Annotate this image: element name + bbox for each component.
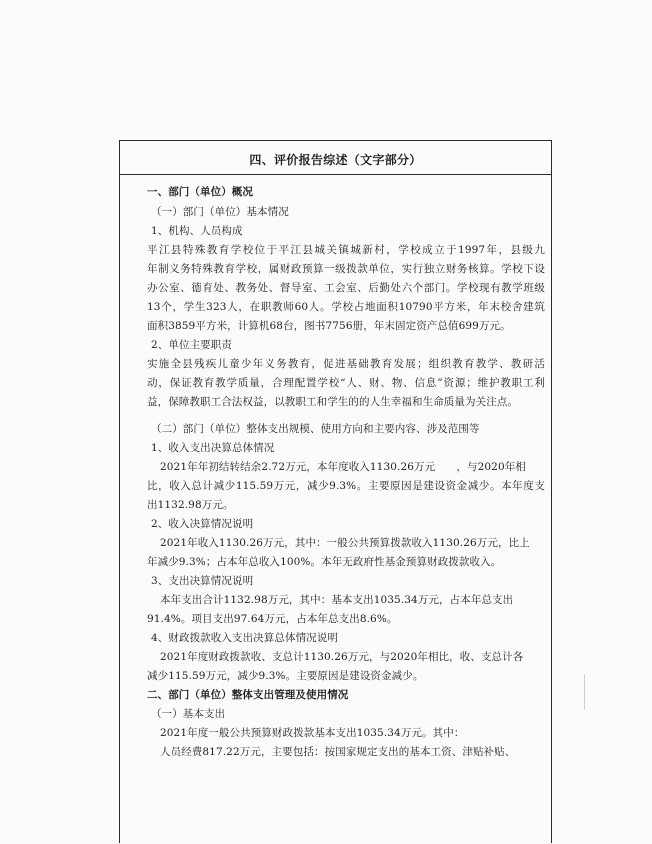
paragraph-line: 益，保障教职工合法权益，以教职工和学生的的人生幸福和生命质量为关注点。 bbox=[147, 396, 518, 408]
paragraph-line: 年减少9.3%；占本年总收入100%。本年无政府性基金预算财政拨款收入。 bbox=[147, 556, 502, 568]
paragraph-line: 平江县特殊教育学校位于平江县城关镇城新村，学校成立于1997年，县级九 bbox=[147, 244, 545, 256]
paragraph-line: 办公室、德育处、教务处、督导室、工会室、后勤处六个部门。学校现有教学班级 bbox=[147, 282, 545, 294]
subheading-fiscal-allocation: 4、财政拨款收入支出决算总体情况说明 bbox=[151, 632, 338, 644]
subheading-basic-info: （一）部门（单位）基本情况 bbox=[151, 206, 289, 218]
paragraph-line: 出1132.98万元。 bbox=[147, 499, 234, 511]
paragraph-line: 面积3859平方米，计算机68台，图书7756册，年末固定资产总值699万元。 bbox=[147, 320, 511, 332]
paragraph-line: 年制义务特殊教育学校，属财政预算一级拨款单位，实行独立财务核算。学校下设 bbox=[147, 263, 545, 275]
paragraph-line: 人员经费817.22万元，主要包括：按国家规定支出的基本工资、津贴补贴、 bbox=[160, 746, 516, 758]
subheading-basic-expenditure: （一）基本支出 bbox=[151, 708, 226, 720]
paragraph-line: 2021年度一般公共预算财政拨款基本支出1035.34万元。其中： bbox=[160, 727, 465, 739]
subheading-income-expense-overview: 1、收入支出决算总体情况 bbox=[151, 442, 275, 454]
paragraph-line: 91.4%。项目支出97.64万元，占本年总支出8.6%。 bbox=[147, 613, 398, 625]
subheading-duties: 2、单位主要职责 bbox=[151, 339, 232, 351]
subheading-expenditure-scale: （二）部门（单位）整体支出规模、使用方向和主要内容、涉及范围等 bbox=[151, 423, 480, 435]
scan-edge-mark bbox=[584, 674, 585, 710]
paragraph-line: 比，收入总计减少115.59万元，减少9.3%。主要原因是建设资金减少。本年度支 bbox=[147, 480, 545, 492]
paragraph-line: 实施全县残疾儿童少年义务教育，促进基础教育发展；组织教育教学、教研活 bbox=[147, 358, 545, 370]
paragraph-line: 本年支出合计1132.98万元，其中：基本支出1035.34万元，占本年总支出 bbox=[160, 594, 514, 606]
paragraph-line: 动，保证教育教学质量，合理配置学校“人、财、物、信息”资源；维护教职工利 bbox=[147, 377, 545, 389]
subheading-org-staff: 1、机构、人员构成 bbox=[151, 225, 243, 237]
section-title: 四、评价报告综述（文字部分） bbox=[249, 153, 422, 167]
subheading-income-explanation: 2、收入决算情况说明 bbox=[151, 518, 254, 530]
heading-dept-overview: 一、部门（单位）概况 bbox=[147, 186, 253, 198]
paragraph-line: 2021年收入1130.26万元，其中：一般公共预算拨款收入1130.26万元，比上 bbox=[160, 537, 530, 549]
paragraph-line: 2021年年初结转结余2.72万元，本年度收入1130.26万元 ，与2020年相 bbox=[160, 461, 526, 473]
heading-expenditure-management: 二、部门（单位）整体支出管理及使用情况 bbox=[147, 689, 349, 701]
paragraph-line: 减少115.59万元，减少9.3%。主要原因是建设资金减少。 bbox=[147, 670, 424, 682]
table-header-row bbox=[120, 141, 551, 175]
subheading-expense-explanation: 3、支出决算情况说明 bbox=[151, 575, 254, 587]
paragraph-line: 2021年度财政拨款收、支总计1130.26万元，与2020年相比，收、支总计各 bbox=[160, 651, 524, 663]
paragraph-line: 13个，学生323人，在职教师60人。学校占地面积10790平方米，年末校舍建筑 bbox=[147, 301, 545, 313]
